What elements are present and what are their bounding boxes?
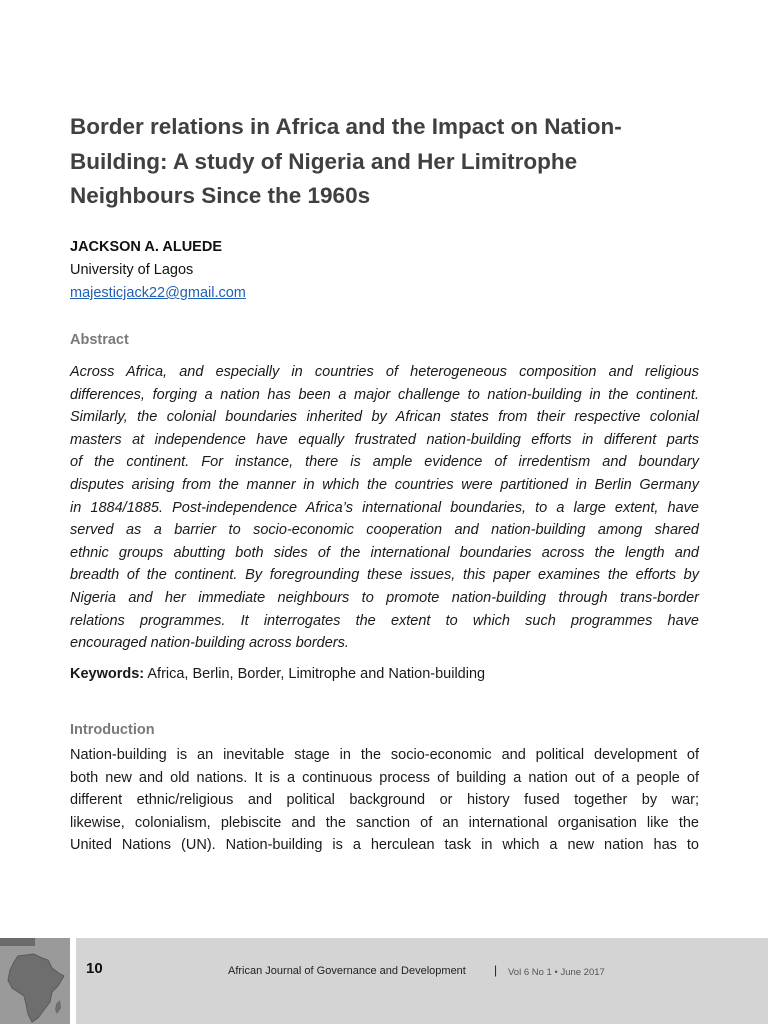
title-line: Border relations in Africa and the Impact on Nation-	[70, 114, 622, 139]
volume-info: Vol 6 No 1 • June 2017	[508, 967, 605, 978]
abstract-line: Nigeria and her immediate neighbours to promote nation-building through trans-border	[70, 589, 699, 606]
author-affiliation: University of Lagos	[70, 262, 194, 278]
abstract-line: relations programmes. It interrogates the extent to which such programmes have	[70, 612, 699, 629]
abstract-body	[70, 361, 699, 655]
title-line: Neighbours Since the 1960s	[70, 183, 371, 208]
intro-line: Nation-building is an inevitable stage in the socio-economic and political development of	[70, 747, 699, 763]
journal-name: African Journal of Governance and Development	[228, 965, 466, 977]
intro-line: United Nations (UN). Nation-building is a herculean task in which a new nation has to	[70, 837, 699, 854]
introduction-body	[70, 744, 699, 857]
author-email-link[interactable]: majesticjack22@gmail.com	[70, 285, 246, 301]
abstract-line: ethnic groups abutting both sides of the international boundaries across the length and	[70, 544, 699, 561]
abstract-line: Across Africa, and especially in countries of heterogeneous composition and religious	[70, 364, 699, 380]
intro-line: different ethnic/religious and political background or history fused together by war;	[70, 792, 699, 809]
article-title	[70, 110, 699, 214]
introduction-heading: Introduction	[70, 722, 155, 738]
keywords-value: Africa, Berlin, Border, Limitrophe and Nation-building	[144, 666, 486, 682]
keywords	[70, 666, 485, 682]
abstract-line: masters at independence have equally frustrated nation-building efforts in different parts	[70, 431, 699, 448]
keywords-label: Keywords:	[70, 666, 145, 682]
footer-map-panel	[0, 938, 70, 1024]
abstract-line: of the continent. For instance, there is ample evidence of irredentism and boundary	[70, 454, 699, 471]
africa-map-icon	[4, 952, 66, 1024]
abstract-line: served as a barrier to socio-economic cooperation and nation-building among shared	[70, 522, 699, 539]
page-number: 10	[86, 960, 103, 977]
intro-line: likewise, colonialism, plebiscite and the sanction of an international organisation like the	[70, 814, 699, 831]
abstract-line: disputes arising from the manner in which the countries were partitioned in Berlin Germany	[70, 476, 699, 493]
intro-line: both new and old nations. It is a continuous process of building a nation out of a people of	[70, 769, 699, 786]
footer-divider	[70, 938, 76, 1024]
abstract-line: Similarly, the colonial boundaries inherited by African states from their respective colonial	[70, 409, 699, 426]
footer-map-accent	[0, 938, 35, 946]
footer-separator: |	[494, 963, 498, 977]
title-line: Building: A study of Nigeria and Her Limitrophe	[70, 148, 578, 174]
abstract-line: differences, forging a nation has been a major challenge to nation-building in the continent.	[70, 386, 699, 403]
author-name: JACKSON A. ALUEDE	[70, 239, 222, 255]
footer-bar	[0, 938, 768, 1024]
abstract-line: breadth of the continent. By foregrounding these issues, this paper examines the efforts by	[70, 567, 699, 584]
abstract-line: encouraged nation-building across borders.	[70, 635, 349, 652]
abstract-line: in 1884/1885. Post-independence Africa’s international boundaries, to a large extent, have	[70, 499, 699, 516]
abstract-heading: Abstract	[70, 332, 129, 348]
